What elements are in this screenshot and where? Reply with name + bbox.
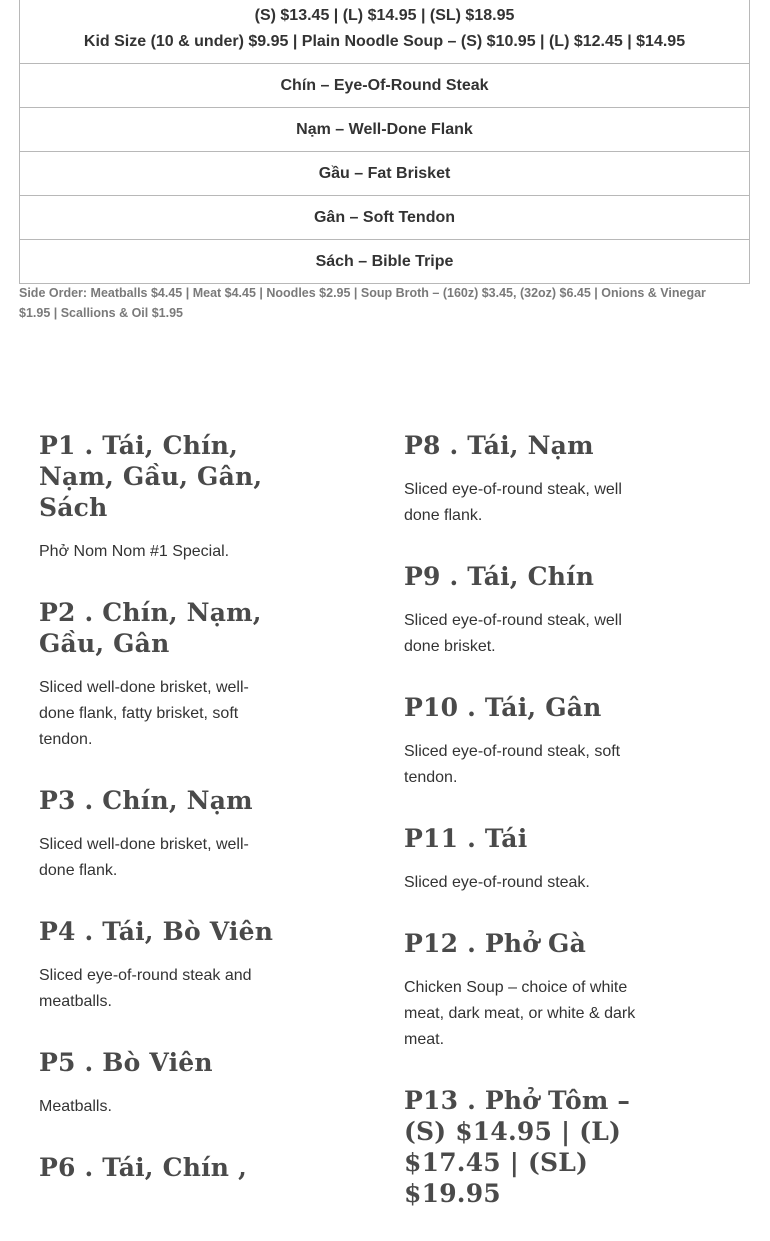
legend-gan: Gân – Soft Tendon <box>20 196 750 240</box>
menu-item-description: Sliced eye-of-round steak, well done flank. <box>404 481 622 524</box>
menu-item <box>39 785 279 884</box>
menu-item-name: P10 . Tái, Gân <box>404 693 602 722</box>
menu-item-description: Sliced eye-of-round steak, soft tendon. <box>404 743 621 786</box>
menu-item <box>39 1047 279 1120</box>
menu-item-name: P8 . Tái, Nạm <box>404 431 594 460</box>
legend-chin: Chín – Eye-Of-Round Steak <box>20 64 750 108</box>
menu-column-right <box>404 430 644 1241</box>
menu-item-description: Sliced eye-of-round steak, well done brisket. <box>404 612 622 655</box>
menu-item <box>404 561 644 660</box>
legend-gau: Gầu – Fat Brisket <box>20 152 750 196</box>
legend-row-prices <box>20 0 750 64</box>
menu-item-description: Sliced well-done brisket, well-done flank, fatty brisket, soft tendon. <box>39 679 249 748</box>
menu-item <box>39 597 279 753</box>
legend-row <box>20 108 750 152</box>
legend-row <box>20 240 750 284</box>
menu-item <box>39 1152 279 1183</box>
menu-column-left <box>39 430 279 1215</box>
menu-item <box>39 430 279 565</box>
menu-item-name: P11 . Tái <box>404 824 528 853</box>
menu-item-name: P13 . Phở Tôm – (S) $14.95 | (L) $17.45 | (SL) $19.95 <box>404 1086 631 1208</box>
legend-row <box>20 152 750 196</box>
menu-item-description: Sliced well-done brisket, well-done flank. <box>39 836 249 879</box>
legend-sach: Sách – Bible Tripe <box>20 240 750 284</box>
menu-item-description: Phở Nom Nom #1 Special. <box>39 543 230 560</box>
legend-nam: Nạm – Well-Done Flank <box>20 108 750 152</box>
menu-item <box>404 928 644 1053</box>
menu-item <box>404 430 644 529</box>
menu-item <box>404 823 644 896</box>
menu-item-description: Sliced eye-of-round steak and meatballs. <box>39 967 252 1010</box>
menu-item <box>39 916 279 1015</box>
menu-item <box>404 692 644 791</box>
side-order-note: Side Order: Meatballs $4.45 | Meat $4.45 | Noodles $2.95 | Soup Broth – (160z) $3.45, (32oz) $6.45 | Onions & Vinegar $1.95 | Scallions & Oil $1.95 <box>19 286 706 320</box>
menu-item-name: P1 . Tái, Chín, Nạm, Gầu, Gân, Sách <box>39 431 263 522</box>
menu-item-description: Chicken Soup – choice of white meat, dark meat, or white & dark meat. <box>404 979 636 1048</box>
menu-item-name: P3 . Chín, Nạm <box>39 786 253 815</box>
legend-prices-cell <box>20 0 750 64</box>
legend-row <box>20 196 750 240</box>
menu-item-name: P2 . Chín, Nạm, Gầu, Gân <box>39 598 262 658</box>
legend-size-prices: (S) $13.45 | (L) $14.95 | (SL) $18.95 <box>254 7 515 24</box>
meat-legend-table <box>19 0 750 284</box>
legend-row <box>20 64 750 108</box>
menu-item <box>404 1085 644 1209</box>
menu-item-name: P12 . Phở Gà <box>404 929 587 958</box>
menu-item-name: P4 . Tái, Bò Viên <box>39 917 274 946</box>
menu-item-name: P5 . Bò Viên <box>39 1048 213 1077</box>
legend-kid-and-plain-prices: Kid Size (10 & under) $9.95 | Plain Noodle Soup – (S) $10.95 | (L) $12.45 | $14.95 <box>83 33 686 50</box>
menu-item-description: Meatballs. <box>39 1098 112 1115</box>
menu-item-description: Sliced eye-of-round steak. <box>404 874 590 891</box>
menu-item-name: P6 . Tái, Chín , <box>39 1153 247 1182</box>
menu-item-name: P9 . Tái, Chín <box>404 562 595 591</box>
